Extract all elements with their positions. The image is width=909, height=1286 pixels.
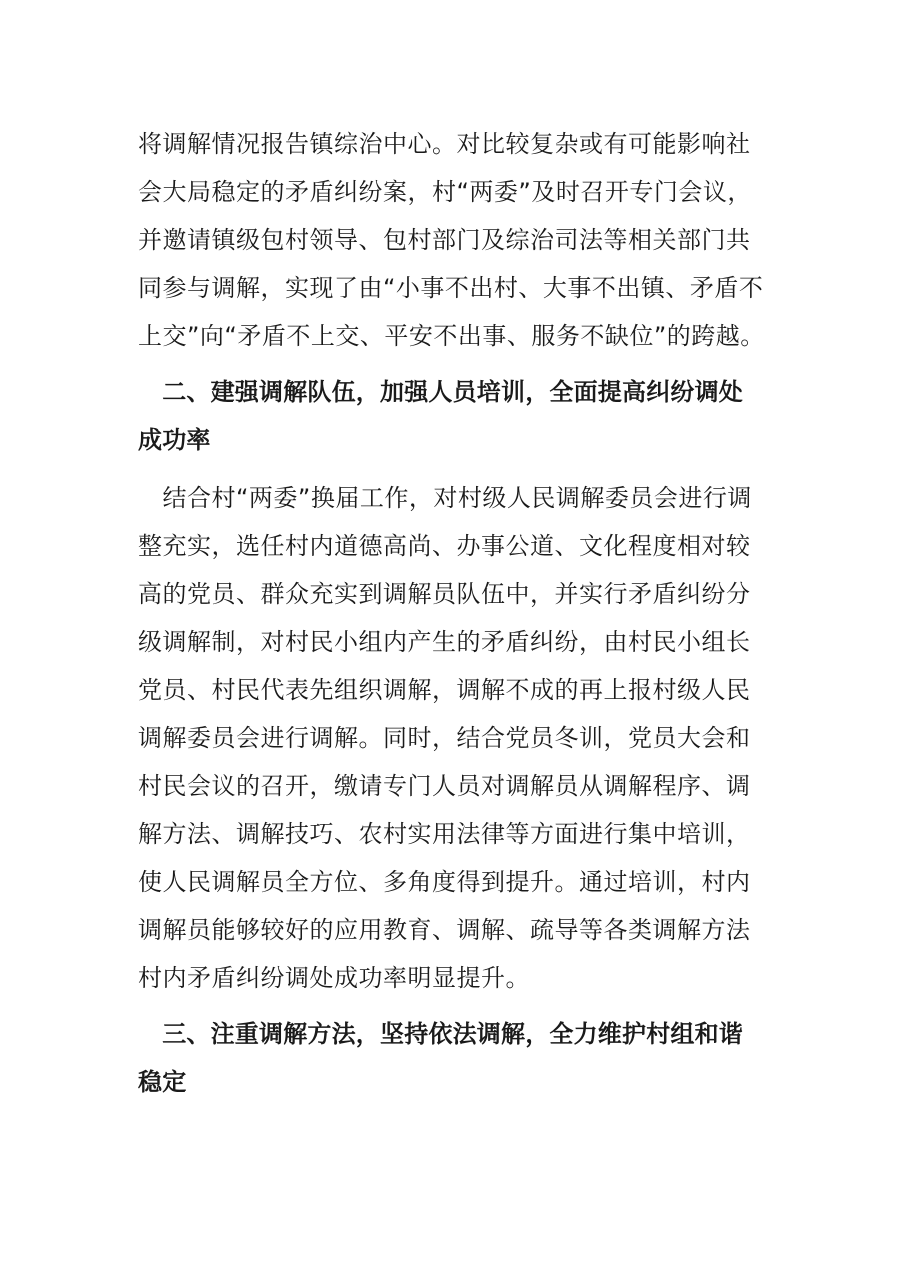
paragraph-training [138, 474, 778, 1002]
heading-line: 三、注重调解方法，坚持依法调解，全力维护村组和谐 [138, 1020, 743, 1048]
heading-line: 稳定 [138, 1068, 187, 1096]
section-heading-3 [138, 1010, 778, 1106]
text-line: 党员、村民代表先组织调解，调解不成的再上报村级人民 [138, 676, 751, 704]
paragraph-reporting [138, 120, 778, 360]
text-line: 上交”向“矛盾不上交、平安不出事、服务不缺位”的跨越。 [138, 322, 765, 350]
document-body [138, 120, 778, 1106]
text-line: 同参与调解，实现了由“小事不出村、大事不出镇、矛盾不 [138, 274, 764, 302]
text-line: 整充实，选任村内道德高尚、办事公道、文化程度相对较 [138, 532, 751, 560]
text-line: 使人民调解员全方位、多角度得到提升。通过培训，村内 [138, 868, 751, 896]
heading-line: 成功率 [138, 426, 211, 454]
text-line: 调解委员会进行调解。同时，结合党员冬训，党员大会和 [138, 724, 751, 752]
text-line: 村民会议的召开，缴请专门人员对调解员从调解程序、调 [138, 772, 751, 800]
text-line: 将调解情况报告镇综治中心。对比较复杂或有可能影响社 [138, 130, 751, 158]
text-line: 并邀请镇级包村领导、包村部门及综治司法等相关部门共 [138, 226, 751, 254]
text-line: 级调解制，对村民小组内产生的矛盾纠纷，由村民小组长 [138, 628, 751, 656]
text-line: 会大局稳定的矛盾纠纷案，村“两委”及时召开专门会议， [138, 178, 752, 206]
text-line: 高的党员、群众充实到调解员队伍中，并实行矛盾纠纷分 [138, 580, 751, 608]
section-heading-2 [138, 368, 778, 464]
text-line: 调解员能够较好的应用教育、调解、疏导等各类调解方法 [138, 916, 751, 944]
text-line: 解方法、调解技巧、农村实用法律等方面进行集中培训， [138, 820, 751, 848]
heading-line: 二、建强调解队伍，加强人员培训，全面提高纠纷调处 [138, 378, 743, 406]
text-line: 村内矛盾纠纷调处成功率明显提升。 [138, 964, 530, 992]
text-line: 结合村“两委”换届工作，对村级人民调解委员会进行调 [138, 484, 752, 512]
